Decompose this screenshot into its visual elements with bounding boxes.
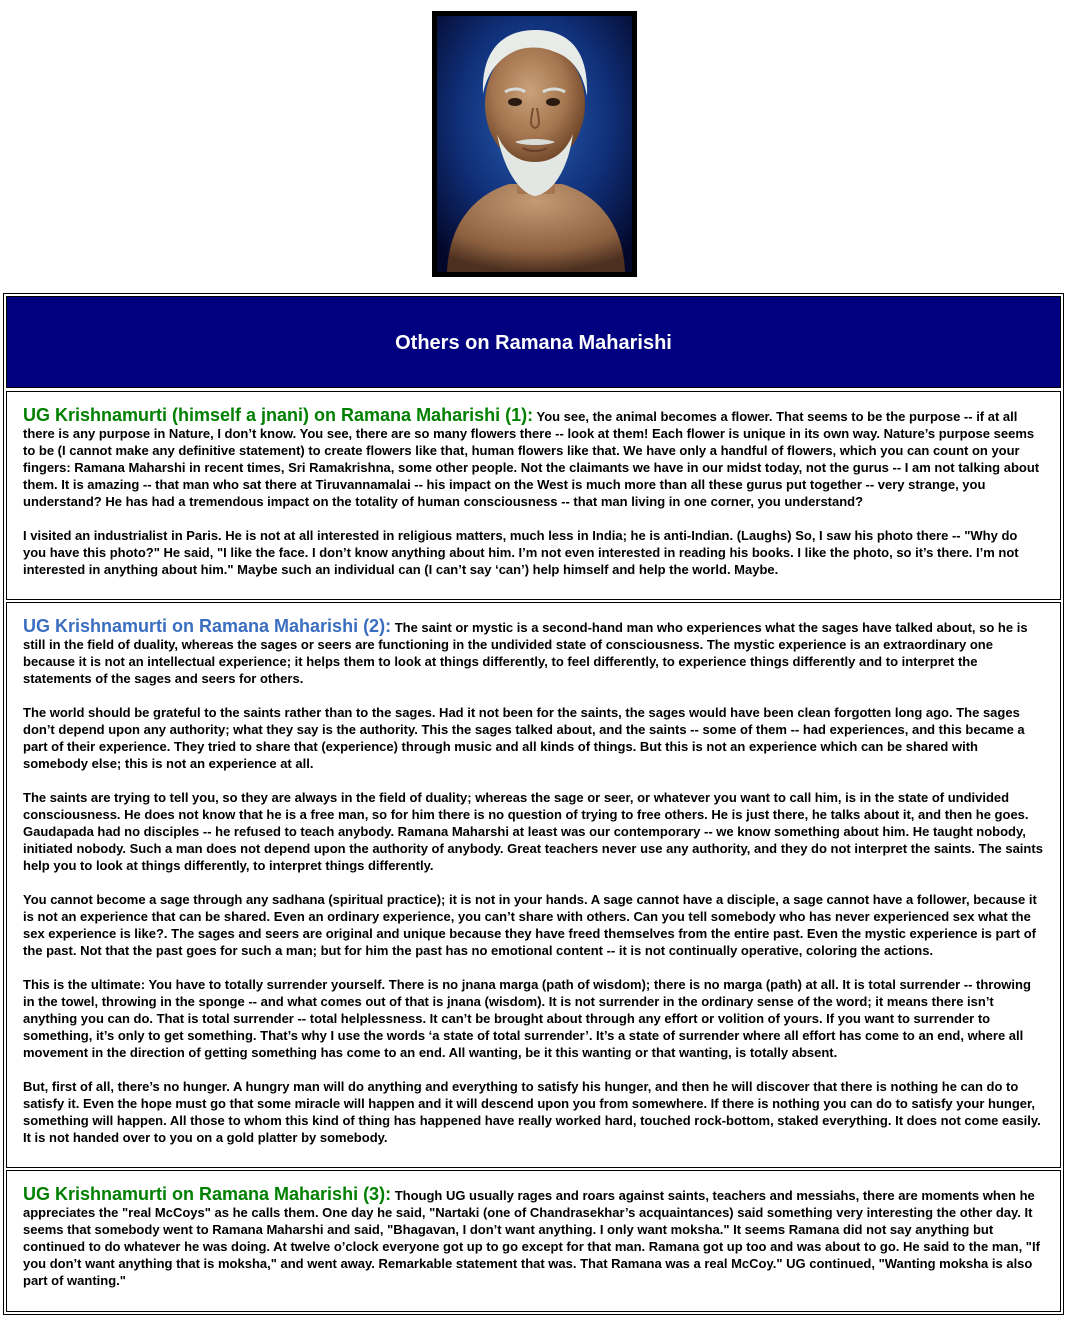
section-paragraph (23, 407, 1044, 510)
section-heading: UG Krishnamurti (himself a jnani) on Ramana Maharishi (1): (23, 405, 534, 425)
section-ug-1 (6, 391, 1061, 600)
section-heading: UG Krishnamurti on Ramana Maharishi (3): (23, 1184, 392, 1204)
section-text: The saint or mystic is a second-hand man who experiences what the sages have talked about, so he is still in the field of duality, whereas the sages or seers are functioning in the undivided state of consciousness. The mystic experience is an extraordinary one because it is not an intellectual experience; it helps them to look at things differently, to feel differently, to experience things differently and to interpret the statements of the sages and seers for others. (23, 620, 1028, 686)
page-title: Others on Ramana Maharishi (395, 331, 672, 354)
title-banner (6, 296, 1061, 388)
section-text: Though UG usually rages and roars against saints, teachers and messiahs, there are moments when he appreciates the "real McCoys" as he calls them. One day he said, "Nartaki (one of Chandrasekhar’s acquaintances) said something very interesting the other day. It seems that somebody went to Ramana Maharshi and said, "Bhagavan, I don’t want anything. I only want moksha." It seems Ramana did not say anything but continued to do whatever he was doing. At twelve o’clock everyone got up to go except for that man. Ramana got up too and was about to go. He said to the man, "If you don’t want anything that is moksha," and went away. Remarkable statement that was. That Ramana was a real McCoy." UG continued, "Wanting moksha is also part of wanting." (23, 1188, 1040, 1288)
section-ug-3 (6, 1170, 1061, 1312)
section-ug-2 (6, 602, 1061, 1168)
section-paragraph (23, 618, 1044, 687)
portrait-image (437, 16, 632, 272)
content-table (3, 293, 1064, 1315)
section-paragraph: But, first of all, there’s no hunger. A hungry man will do anything and everything to satisfy his hunger, and then he will discover that there is nothing he can do to satisfy it. Even the hope must go that some miracle will happen and it will descend upon you from somewhere. If there is nothing you can do to satisfy your hunger, something will happen. All those to whom this kind of thing has happened have really worked hard, touched rock-bottom, staked everything. It does not come easily. It is not handed over to you on a gold platter by somebody. (23, 1079, 1041, 1145)
section-paragraph: The saints are trying to tell you, so they are always in the field of duality; whereas the sage or seer, or whatever you want to call him, is in the state of undivided consciousness. He does not know that he is a free man, so for him there is no question of trying to free others. He is just there, he talks about it, and then he goes. Gaudapada had no disciples -- he refused to teach anybody. Ramana Maharshi at least was our contemporary -- we know something about him. He taught nobody, initiated nobody. Such a man does not depend upon the authority of anybody. Great teachers never use any authority, and they do not interpret the saints. The saints help you to look at things differently, to interpret things differently. (23, 790, 1043, 873)
section-paragraph: The world should be grateful to the saints rather than to the sages. Had it not been for the saints, the sages would have been clean forgotten long ago. The sages don’t depend upon any authority; what they say is the authority. This the sages talked about, and the saints -- some of them -- had experiences, and this became a part of their experience. They tried to share that (experience) through music and all kinds of things. But this is not an experience which can be shared with somebody else; this is not an experience at all. (23, 705, 1025, 771)
section-paragraph: I visited an industrialist in Paris. He is not at all interested in religious matters, much less in India; he is anti-Indian. (Laughs) So, I saw his photo there -- "Why do you have this photo?" He said, "I like the face. I don’t know anything about him. I’m not even interested in reading his books. I like the photo, so it’s there. I’m not interested in anything about him." Maybe such an individual can (I can’t say ‘can’) help himself and help the world. Maybe. (23, 528, 1019, 577)
section-heading: UG Krishnamurti on Ramana Maharishi (2): (23, 616, 392, 636)
section-paragraph: You cannot become a sage through any sadhana (spiritual practice); it is not in your hands. A sage cannot have a disciple, a sage cannot have a follower, because it is not an experience that can be shared. Even an ordinary experience, you can’t share with others. Can you tell somebody who has never experienced sex what the sex experience is like?. The sages and seers are original and unique because they have freed themselves from the entire past. Even the mystic experience is part of the past. Not that the past goes for such a man; but for him the past has no emotional content -- it is not continually operative, coloring the actions. (23, 892, 1037, 958)
section-text: You see, the animal becomes a flower. That seems to be the purpose -- if at all there is any purpose in Nature, I don’t know. You see, there are so many flowers there -- look at them! Each flower is unique in its own way. Nature’s purpose seems to be (I cannot make any definitive statement) to create flowers like that, human flowers like that. We have only a handful of flowers, which you can count on your fingers: Ramana Maharshi in recent times, Sri Ramakrishna, some other people. Not the claimants we have in our midst today, not the gurus -- I am not talking about them. It is amazing -- that man who sat there at Tiruvannamalai -- his impact on the West is much more than all these gurus put together -- very strange, you understand? He has had a tremendous impact on the totality of human consciousness -- that man living in one corner, you understand? (23, 409, 1040, 509)
portrait-frame (432, 11, 637, 277)
section-paragraph (23, 1186, 1044, 1289)
section-paragraph: This is the ultimate: You have to totally surrender yourself. There is no jnana marga (path of wisdom); there is no marga (path) at all. It is total surrender -- throwing in the towel, throwing in the sponge -- and what comes out of that is jnana (wisdom). It is not surrender in the ordinary sense of the word; it means there isn’t anything you can do. That is total surrender -- total helplessness. It can’t be brought about through any effort or volition of yours. If you want to surrender to something, it’s only to get something. That’s why I use the words ‘a state of total surrender’. It’s a state of surrender where all effort has come to an end, where all movement in the direction of getting something has come to an end. All wanting, be it this wanting or that wanting, is totally absent. (23, 977, 1031, 1060)
